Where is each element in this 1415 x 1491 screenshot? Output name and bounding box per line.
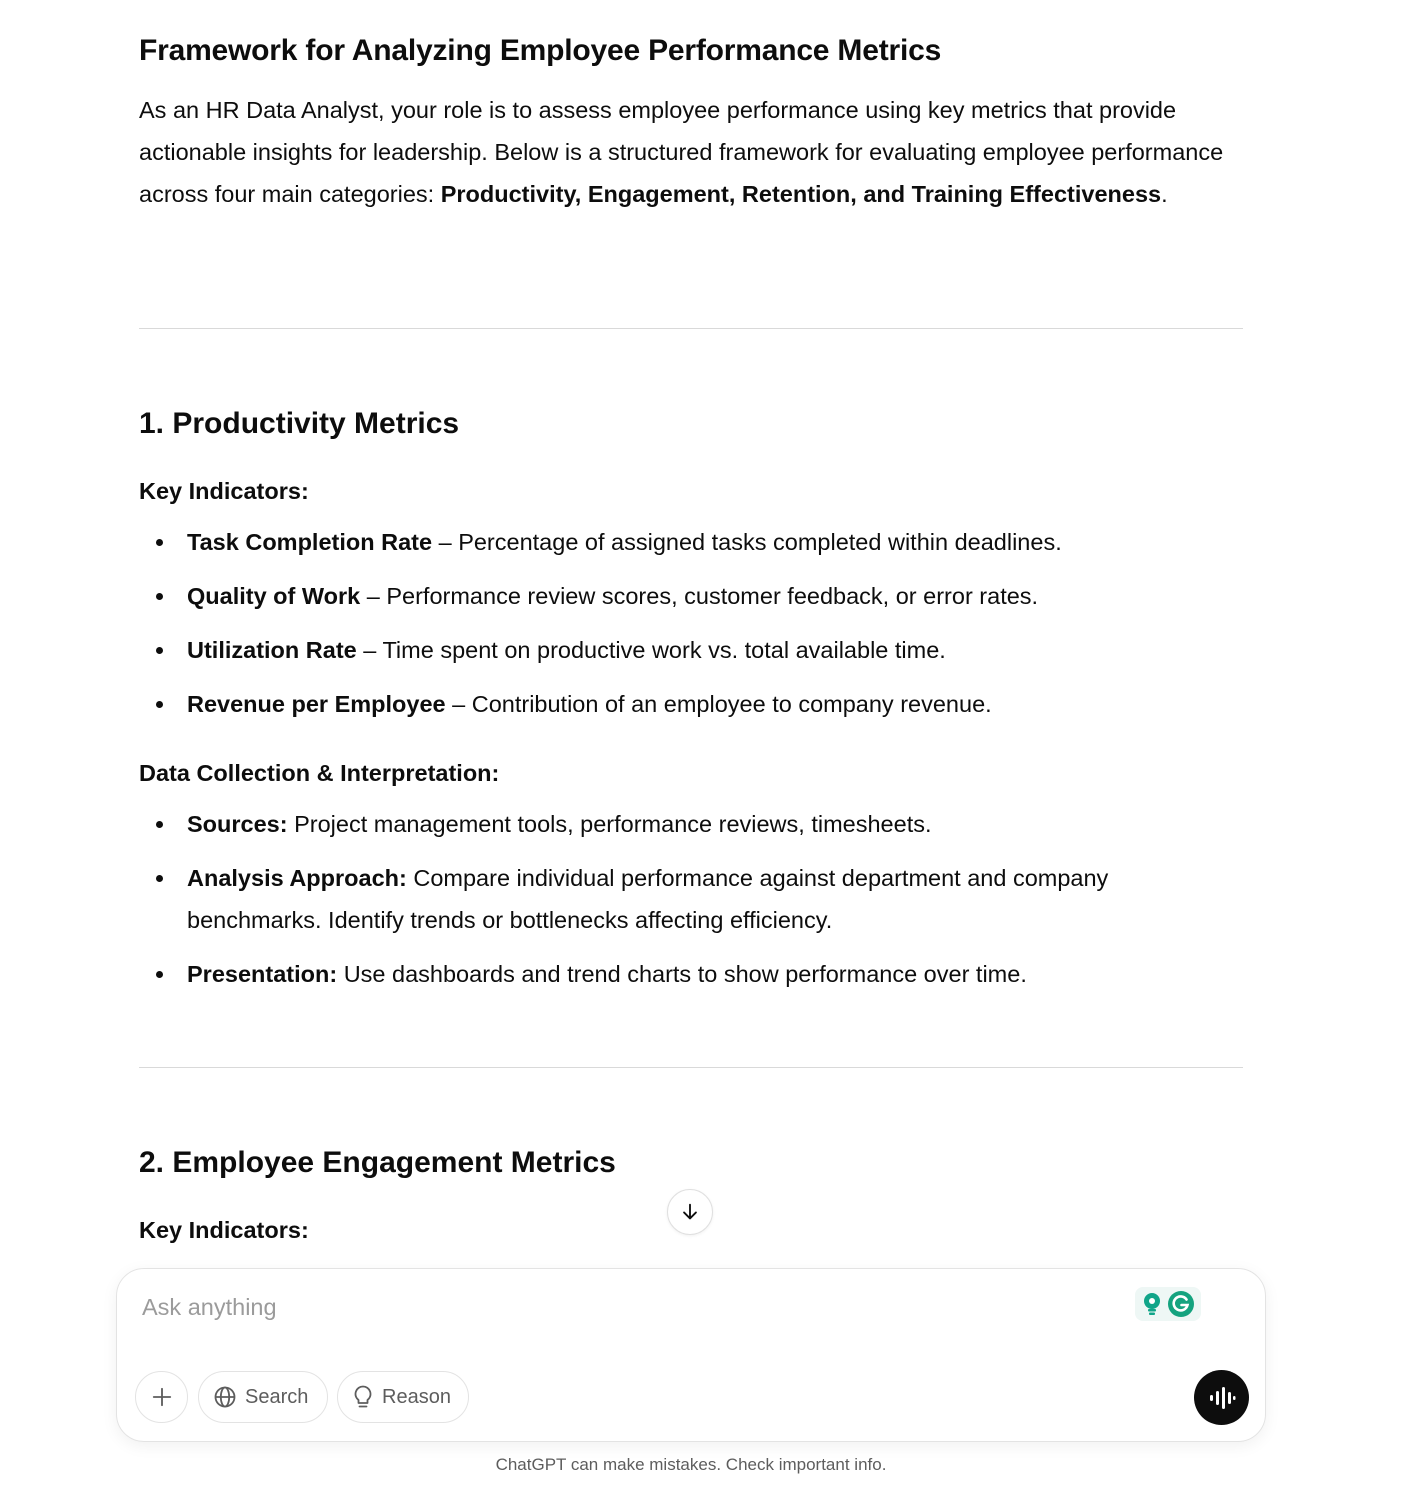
intro-bold-categories: Productivity, Engagement, Retention, and Training Effectiveness xyxy=(440,181,1162,207)
reason-button[interactable] xyxy=(337,1371,469,1423)
attach-button[interactable] xyxy=(135,1371,188,1423)
list-item-term: Utilization Rate xyxy=(187,637,357,663)
audio-waveform-icon xyxy=(1208,1386,1236,1410)
list-item xyxy=(139,857,1243,941)
list-item-desc: Compare individual performance against department and company benchmarks. Identify trends or bottlenecks affecting efficiency. xyxy=(187,865,1109,933)
section-title-engagement: 2. Employee Engagement Metrics xyxy=(139,1146,616,1179)
section-title-productivity: 1. Productivity Metrics xyxy=(139,407,460,440)
arrow-down-icon xyxy=(679,1201,701,1223)
key-indicators-heading: Key Indicators: xyxy=(139,478,309,504)
divider xyxy=(139,328,1243,329)
lightbulb-icon xyxy=(352,1384,374,1410)
list-item-term: Quality of Work xyxy=(187,583,361,609)
list-item-desc: Use dashboards and trend charts to show performance over time. xyxy=(337,961,1027,987)
intro-paragraph xyxy=(139,89,1229,215)
list-item xyxy=(139,953,1243,995)
grammarly-widget[interactable] xyxy=(1135,1287,1201,1321)
voice-mode-button[interactable] xyxy=(1194,1370,1249,1425)
list-item-desc: – Contribution of an employee to company revenue. xyxy=(445,691,992,717)
list-item xyxy=(139,521,1243,563)
data-collection-list xyxy=(139,803,1243,1007)
list-item-desc: Project management tools, performance reviews, timesheets. xyxy=(287,811,932,837)
divider xyxy=(139,1067,1243,1068)
scroll-to-bottom-button[interactable] xyxy=(667,1189,713,1235)
list-item xyxy=(139,575,1243,617)
list-item-term: Presentation: xyxy=(187,961,338,987)
grammarly-icon xyxy=(1167,1290,1195,1318)
productivity-indicators-list xyxy=(139,521,1243,737)
data-collection-heading: Data Collection & Interpretation: xyxy=(139,760,500,786)
plus-icon xyxy=(151,1386,173,1408)
search-button[interactable] xyxy=(198,1371,328,1423)
search-button-label: Search xyxy=(245,1385,309,1408)
list-item-term: Sources: xyxy=(187,811,288,837)
intro-text: As an HR Data Analyst, your role is to assess employee performance using key metrics that provide actionable insights for leadership. Below is a structured framework for evaluating employee performance across four main categories: xyxy=(139,97,1224,207)
list-item xyxy=(139,629,1243,671)
list-item-term: Revenue per Employee xyxy=(187,691,446,717)
list-item-term: Analysis Approach: xyxy=(187,865,407,891)
list-item-term: Task Completion Rate xyxy=(187,529,433,555)
list-item-desc: – Time spent on productive work vs. total available time. xyxy=(356,637,946,663)
disclaimer-text: ChatGPT can make mistakes. Check important info. xyxy=(495,1455,887,1474)
prompt-input[interactable] xyxy=(142,1287,1102,1327)
globe-icon xyxy=(213,1385,237,1409)
list-item-desc: – Performance review scores, customer feedback, or error rates. xyxy=(360,583,1039,609)
lightbulb-icon xyxy=(1141,1291,1163,1317)
list-item-desc: – Percentage of assigned tasks completed within deadlines. xyxy=(432,529,1062,555)
composer xyxy=(116,1268,1266,1442)
list-item xyxy=(139,683,1243,725)
reason-button-label: Reason xyxy=(382,1385,451,1408)
list-item xyxy=(139,803,1243,845)
intro-end: . xyxy=(1161,181,1168,207)
key-indicators-heading: Key Indicators: xyxy=(139,1217,309,1243)
document-title: Framework for Analyzing Employee Performance Metrics xyxy=(139,34,942,67)
